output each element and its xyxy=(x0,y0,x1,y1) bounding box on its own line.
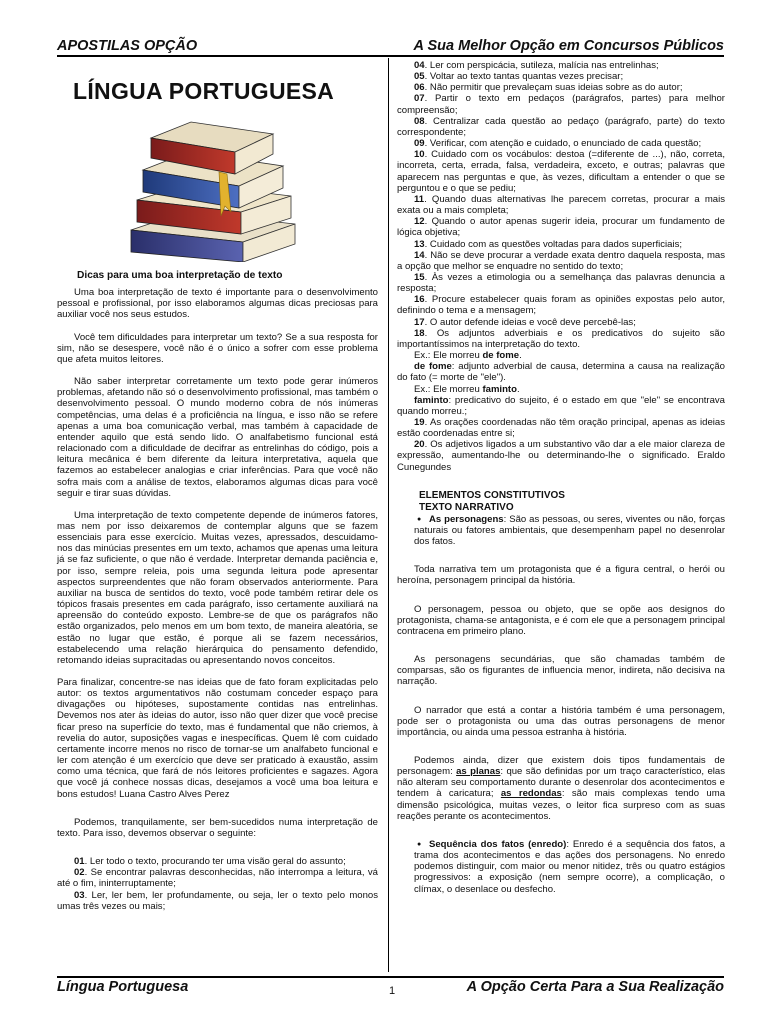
tip-item: 05. Voltar ao texto tantas quantas vezes precisar; xyxy=(414,71,624,83)
tip-item: 08. Centralizar cada questão ao pedaço (parágrafo, parte) do texto correspondente; xyxy=(397,115,725,138)
paragraph: Para finalizar, concentre-se nas ideias que de fato foram explicitadas pelo autor: os textos argumentativos não costumam conceder espaço para divagações ou hipóteses, supostamente contidas nas entrelinhas. Devemos nos ater às ideias do autor, isso não quer dizer que você precise ficar preso na superfície do texto, mas é fundamental que não criemos, à revelia do autor, suposições vagas e inespecíficas. Quem lê com cuidado certamente incorre menos no risco de tornar-se um analfabeto funcional e ler com atenção é um exercício que deve ser praticado à exaustão, assim como uma técnica, que fará de nós leitores proficientes e sagazes. Agora que você já conhece nossas dicas, desejamos a você uma boa leitura e bons estudos! Luana Castro Alves Perez xyxy=(57,677,378,800)
tip-item: 03. Ler, ler bem, ler profundamente, ou seja, ler o texto pelo monos umas três vezes ou mais; xyxy=(57,889,378,912)
paragraph: Podemos ainda, dizer que existem dois tipos fundamentais de personagem: as planas: que são definidas por um traço característico, elas não alteram seu comportamento durante o desenrolar dos acontecimentos e tendem à caricatura; as redondas: são mais complexas tendo uma dimensão psicológica, muitas vezes, o leitor fica surpreso com as suas reações perante os acontecimentos. xyxy=(397,754,725,822)
tip-item: 17. O autor defende ideias e você deve percebê-las; xyxy=(414,316,636,328)
section-subheading: Dicas para uma boa interpretação de texto xyxy=(77,270,283,281)
paragraph: O narrador que está a contar a história também é uma personagem, pode ser o protagonista ou uma das outras personagens de menor importância, ou ainda uma pessoa estranha à história. xyxy=(397,704,725,738)
paragraph: Você tem dificuldades para interpretar um texto? Se a sua resposta for sim, não se desespere, você não é o único a sofrer com esse problema que afeta muitos leitores. xyxy=(57,331,378,365)
paragraph: Podemos, tranquilamente, ser bem-sucedidos numa interpretação de texto. Para isso, devemos observar o seguinte: xyxy=(57,816,378,839)
tip-item: 12. Quando o autor apenas sugerir ideia, procurar um fundamento de lógica objetiva; xyxy=(397,216,725,239)
footer-right: A Opção Certa Para a Sua Realização xyxy=(466,979,724,995)
bullet-paragraph: ● Sequência dos fatos (enredo): Enredo é a sequência dos fatos, a trama dos acontecimentos e das ações dos personagens. No enredo podemos distinguir, com maior ou menor nitidez, três ou quatro estágios progressivos: a exposição (nem sempre ocorre), a complicação, o clímax, o desenlace ou desfecho. xyxy=(397,839,725,895)
tip-item: 07. Partir o texto em pedaços (parágrafos, partes) para melhor compreensão; xyxy=(397,93,725,116)
page-number: 1 xyxy=(389,985,396,997)
header-rule xyxy=(57,55,724,57)
tip-item: 20. Os adjetivos ligados a um substantivo vão dar a ele maior clareza de expressão, aumentando-lhe ou determinando-lhe o significado. Eraldo Cunegundes xyxy=(397,439,725,473)
page-footer xyxy=(57,979,724,1001)
example-line: Ex.: Ele morreu de fome. xyxy=(414,350,522,362)
column-divider xyxy=(388,58,389,972)
tip-item: 06. Não permitir que prevaleçam suas ideias sobre as do autor; xyxy=(414,82,683,94)
page-title: LÍNGUA PORTUGUESA xyxy=(73,78,335,104)
paragraph: Toda narrativa tem um protagonista que é a figura central, o herói ou heroína, personagem principal da história. xyxy=(397,564,725,587)
bullet-paragraph: ● As personagens: São as pessoas, ou seres, viventes ou não, forças naturais ou fatores ambientais, que desempenham papel no desenrolar dos fatos. xyxy=(397,514,725,547)
section-subheading-narrative: TEXTO NARRATIVO xyxy=(419,501,514,513)
section-heading: ELEMENTOS CONSTITUTIVOS xyxy=(419,489,565,501)
tip-item: 13. Cuidado com as questões voltadas para dados superficiais; xyxy=(414,238,683,250)
tip-item: 16. Procure estabelecer quais foram as opiniões expostas pelo autor, definindo o tema e a mensagem; xyxy=(397,294,725,317)
paragraph: O personagem, pessoa ou objeto, que se opõe aos designos do protagonista, chama-se antagonista, e é com ele que a personagem principal contracena em primeiro plano. xyxy=(397,603,725,637)
tip-item: 10. Cuidado com os vocábulos: destoa (=diferente de ...), não, correta, incorreta, certa, errada, falsa, verdadeira, exceto, e outras; palavras que aparecem nas perguntas e que, às vezes, dificultam a entender o que se perguntou e o que se pediu; xyxy=(397,149,725,194)
example-definition: faminto: predicativo do sujeito, é o estado em que "ele" se encontrava quando morreu.; xyxy=(397,394,725,417)
header-left: APOSTILAS OPÇÃO xyxy=(57,38,198,54)
page-header xyxy=(57,34,724,54)
tip-item: 19. As orações coordenadas não têm oração principal, apenas as ideias estão coordenadas entre si; xyxy=(397,417,725,440)
footer-left: Língua Portuguesa xyxy=(57,979,189,995)
tip-item: 15. Às vezes a etimologia ou a semelhança das palavras denuncia a resposta; xyxy=(397,271,725,295)
stack-of-books-icon xyxy=(123,112,303,262)
paragraph: Não saber interpretar corretamente um texto pode gerar inúmeros problemas, afetando não só o desenvolvimento profissional, mas também o desenvolvimento pessoal. O mundo moderno cobra de nós inúmeras competências, uma delas é a proficiência na língua, e isso não se refere apenas a uma boa comunicação verbal, mas também à capacidade de entender aquilo que está sendo lido. O analfabetismo funcional está relacionado com a dificuldade de decifrar as entrelinhas do código, pois a leitura mecânica é bem diferente da leitura interpretativa, aquela que fazemos ao estabelecer analogias e criar inferências. Para que você não sofra mais com a análise de textos, elaboramos algumas dicas para você seguir e tirar suas dúvidas. xyxy=(57,376,378,499)
tip-item: 01. Ler todo o texto, procurando ter uma visão geral do assunto; xyxy=(74,856,346,868)
example-line: Ex.: Ele morreu faminto. xyxy=(414,383,520,395)
tip-item: 02. Se encontrar palavras desconhecidas, não interrompa a leitura, vá até o fim, ininterruptamente; xyxy=(57,867,378,890)
example-definition: de fome: adjunto adverbial de causa, determina a causa na realização do fato (= morte de "ele"). xyxy=(397,361,725,384)
tip-item: 14. Não se deve procurar a verdade exata dentro daquela resposta, mas a opção que melhor se enquadre no sentido do texto; xyxy=(397,249,725,272)
footer-rule xyxy=(57,976,724,978)
tip-item: 04. Ler com perspicácia, sutileza, malícia nas entrelinhas; xyxy=(414,60,659,71)
tip-item: 09. Verificar, com atenção e cuidado, o enunciado de cada questão; xyxy=(414,138,702,150)
paragraph: As personagens secundárias, que são chamadas também de comparsas, são os figurantes de influencia menor, indireta, não decisiva na narração. xyxy=(397,654,725,688)
left-column xyxy=(57,60,378,912)
tip-item: 18. Os adjuntos adverbiais e os predicativos do sujeito são importantíssimos na interpretação do texto. xyxy=(397,327,725,350)
right-column xyxy=(397,60,725,895)
header-right: A Sua Melhor Opção em Concursos Públicos xyxy=(413,38,724,54)
paragraph: Uma interpretação de texto competente depende de inúmeros fatores, mas nem por isso deixaremos de contemplar alguns que se fazem essenciais para esse exercício. Muitas vezes, apressados, descuidamo-nos das minúcias presentes em um texto, achamos que apenas uma leitura já se faz suficiente, o que não é verdade. Interpretar demanda paciência e, por isso, sempre releia, pois uma segunda leitura pode apresentar aspectos surpreendentes que não foram observados anteriormente. Para auxiliar na busca de sentidos do texto, você pode também retirar dele os tópicos frasais presentes em cada parágrafo, isso certamente auxiliará na apreensão do conteúdo exposto. Lembre-se de que os parágrafos não estão organizados, pelo menos em um bom texto, de maneira aleatória, se estão no lugar que estão, é porque ali se fazem necessários, estabelecendo uma relação hierárquica do pensamento defendido, retomando ideias supracitadas ou apresentando novos conceitos. xyxy=(57,509,378,666)
tip-item: 11. Quando duas alternativas lhe parecem corretas, procurar a mais exata ou a mais completa; xyxy=(397,193,725,217)
paragraph: Uma boa interpretação de texto é importante para o desenvolvimento pessoal e profissional, por isso elaboramos algumas dicas preciosas para auxiliar você nos seus estudos. xyxy=(57,287,378,321)
